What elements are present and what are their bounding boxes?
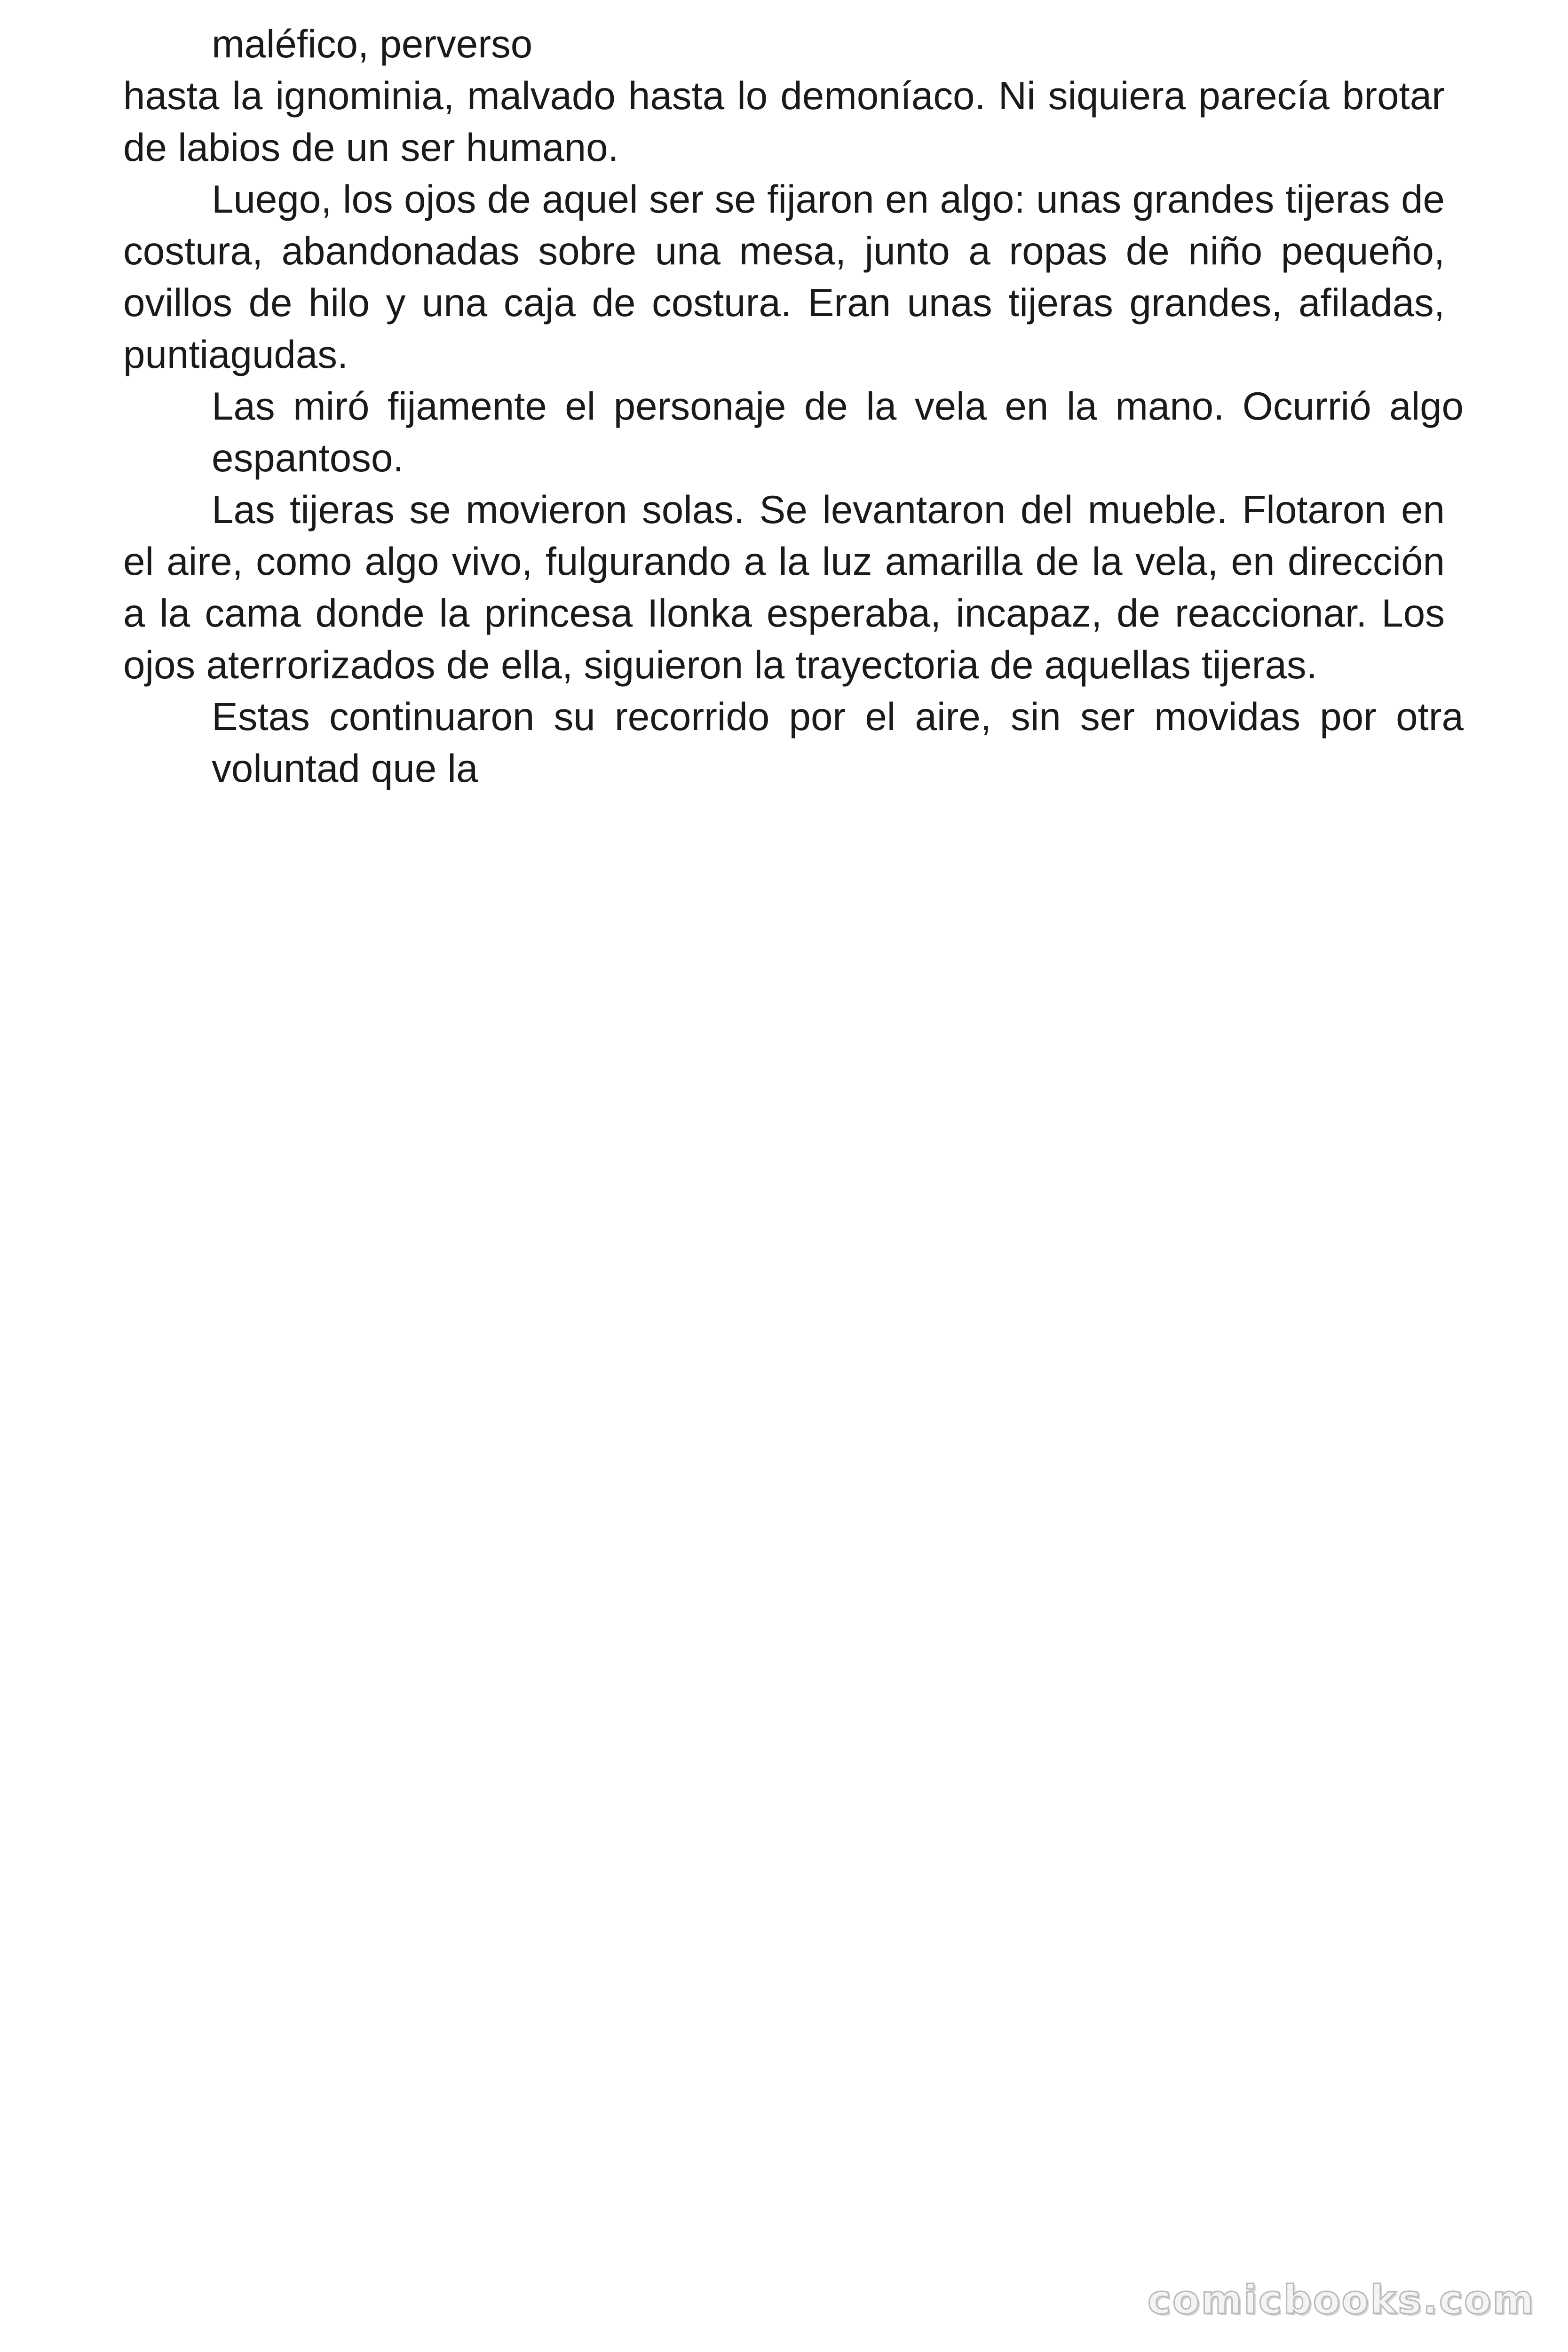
paragraph-3: Las miró fijamente el personaje de la vela en la mano. Ocurrió algo espantoso.	[212, 384, 1464, 480]
body-text	[123, 18, 1464, 794]
paragraph-5: Estas continuaron su recorrido por el aire, sin ser movidas por otra voluntad que la	[212, 694, 1464, 790]
watermark-logo: comicbooks.com	[1148, 2277, 1535, 2323]
paragraph-1: hasta la ignominia, malvado hasta lo demoníaco. Ni siquiera parecía brotar de labios de un ser humano.	[123, 73, 1445, 169]
paragraph-4: Las tijeras se movieron solas. Se levantaron del mueble. Flotaron en el aire, como algo vivo, fulgurando a la luz amarilla de la vela, en dirección a la cama donde la princesa Ilonka esperaba, incapaz, de reaccionar. Los ojos aterrorizados de ella, siguieron la trayectoria de aquellas tijeras.	[123, 487, 1445, 687]
paragraph-opening: maléfico, perverso	[212, 22, 533, 66]
paragraph-2: Luego, los ojos de aquel ser se fijaron en algo: unas grandes tijeras de costura, abandonadas sobre una mesa, junto a ropas de niño pequeño, ovillos de hilo y una caja de costura. Eran unas tijeras grandes, afiladas, puntiagudas.	[123, 177, 1445, 376]
